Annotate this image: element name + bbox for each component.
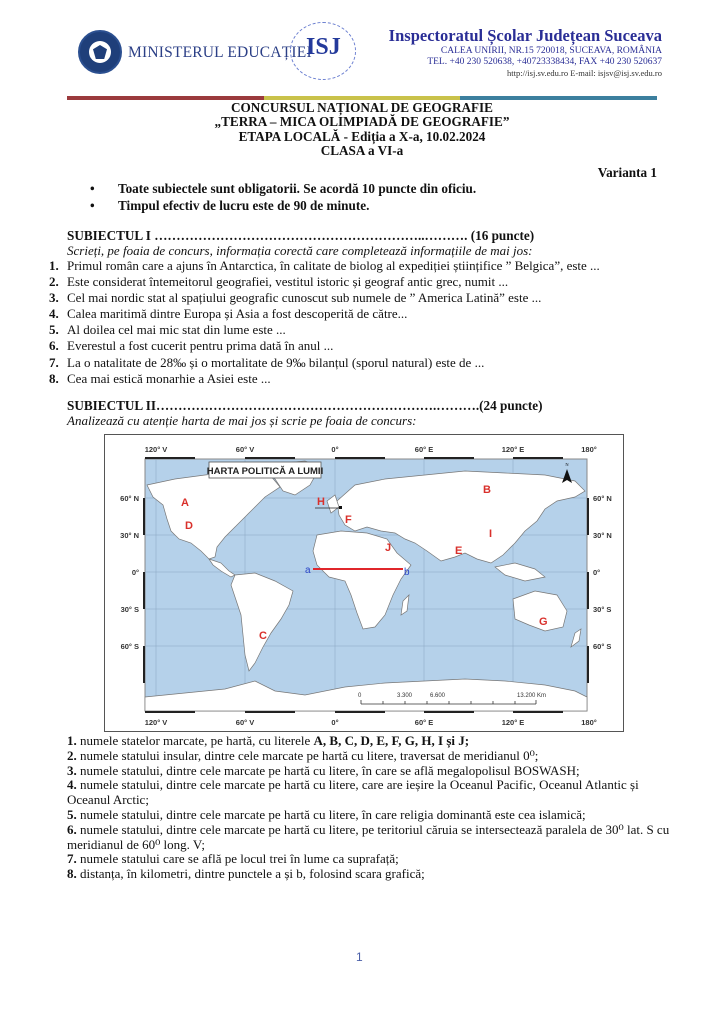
map-letter-f: F [345,514,352,526]
isj-logo-icon: ISJ [290,22,360,84]
svg-text:0°: 0° [131,568,139,577]
title-line-2: „TERRA – MICA OLIMPIADĂ DE GEOGRAFIE” [214,114,510,130]
page-number: 1 [356,950,363,964]
svg-text:180°: 180° [581,718,597,727]
question-item: 3. Cel mai nordic stat al spațiului geografic cunoscut sub numele de ” America Latină” este ... [49,290,542,306]
question-item: 3. numele statului, dintre cele marcate pe hartă cu litere, în care se află megalopolisul BOSWASH; [67,762,580,778]
rule-item: • Timpul efectiv de lucru este de 90 de minute. [90,198,370,213]
point-a: a [305,565,311,576]
question-item: 7. La o natalitate de 28‰ și o mortalitate de 9‰ bilanțul (sporul natural) este de ... [49,354,485,370]
question-item: 6. Everestul a fost cucerit pentru prima dată în anul ... [49,338,334,354]
question-item: 8. Cea mai estică monarhie a Asiei este ... [49,370,271,386]
rule-item: • Toate subiectele sunt obligatorii. Se acordă 10 puncte din oficiu. [90,181,477,196]
subject-2-heading: SUBIECTUL II……………………………………………………….……….(24 puncte) [67,398,543,413]
map-title: HARTA POLITICĂ A LUMII [206,466,324,477]
map-letter-h: H [317,496,325,508]
svg-text:3.300: 3.300 [397,693,413,699]
subject-2-instruction: Analizează cu atenție harta de mai jos și scrie pe foaia de concurs: [67,413,417,428]
svg-text:0°: 0° [331,718,339,727]
subject-1-heading: SUBIECTUL I ……………………………………………………..………. (16 puncte) [67,228,535,243]
svg-text:30° N: 30° N [120,531,139,540]
contest-title [0,101,724,158]
rules-list [90,180,476,214]
subject-1-items [49,258,689,387]
svg-text:60° S: 60° S [120,642,139,651]
ministry-name: MINISTERUL EDUCAȚIEI [128,44,312,61]
map-letter-b: B [483,484,491,496]
question-item: 2. numele statului insular, dintre cele marcate pe hartă cu litere, traversat de meridianul 0⁰; [67,747,539,763]
variant-label: Varianta 1 [597,165,657,180]
svg-text:30° S: 30° S [120,605,139,614]
question-item: 6. numele statului, dintre cele marcate pe hartă cu litere, pe teritoriul căruia se intersectează paralela de 30⁰ lat. S cu meridianul de 60⁰ long. V; [67,821,670,852]
map-letter-d: D [185,520,193,532]
svg-text:60° S: 60° S [593,642,612,651]
map-letter-i: I [489,528,493,540]
question-item: 5. numele statului, dintre cele marcate pe hartă cu litere, în care religia dominantă este cea islamică; [67,806,586,822]
title-line-1: CONCURSUL NAȚIONAL DE GEOGRAFIE [231,100,493,115]
svg-text:180°: 180° [581,445,597,454]
svg-text:60° N: 60° N [120,494,139,503]
government-seal-icon [78,30,122,74]
svg-text:60° V: 60° V [235,445,255,454]
map-letter-e: E [455,545,463,557]
world-political-map [104,434,624,732]
question-item: 5. Al doilea cel mai mic stat din lume este ... [49,322,286,338]
question-item: 2. Este considerat întemeitorul geografiei, vestitul istoric și geograf antic grec, numit ... [49,274,509,290]
question-item: 4. numele statului, dintre cele marcate pe hartă cu litere, care are ieșire la Oceanul Pacific, Oceanul Atlantic și Oceanul Arctic; [67,777,639,808]
isj-phone: TEL. +40 230 520638, +40723338434, FAX +40 230 520637 [427,57,662,67]
svg-text:60° V: 60° V [235,718,255,727]
svg-text:N: N [565,462,569,467]
ministry-header [78,30,312,86]
title-line-4: CLASA a VI-a [320,142,404,158]
svg-text:60° E: 60° E [414,445,434,454]
svg-text:0: 0 [358,693,362,699]
map-letter-j: J [385,542,392,554]
question-item: 1. Primul român care a ajuns în Antarctica, în calitate de biolog al expediției științifice ” Belgica”, este ... [49,258,600,273]
isj-title: Inspectoratul Școlar Județean Suceava [388,26,662,45]
svg-text:6.600: 6.600 [430,693,446,699]
svg-text:0°: 0° [593,568,601,577]
question-item: 4. Calea maritimă dintre Europa și Asia a fost descoperită de către... [49,306,408,322]
map-letter-g: G [539,616,548,628]
title-line-3: ETAPA LOCALĂ - Ediția a X-a, 10.02.2024 [238,128,486,144]
svg-text:120° V: 120° V [144,718,168,727]
isj-web: http://isj.sv.edu.ro E-mail: isjsv@isj.sv.edu.ro [507,68,662,78]
svg-text:30° N: 30° N [593,531,612,540]
svg-text:0°: 0° [331,445,339,454]
subject-1-instruction: Scrieți, pe foaia de concurs, informația corectă care completează informațiile de mai jos: [67,243,533,258]
svg-text:60° E: 60° E [414,718,434,727]
svg-text:60° N: 60° N [593,494,612,503]
map-letter-a: A [181,497,189,509]
svg-text:120° V: 120° V [144,445,168,454]
map-letter-c: C [259,630,267,642]
svg-text:13.200 Km: 13.200 Km [517,693,547,699]
svg-text:120° E: 120° E [501,445,525,454]
question-item: 1. numele statelor marcate, pe hartă, cu literele A, B, C, D, E, F, G, H, I și J; [67,733,470,748]
isj-address: CALEA UNIRII, NR.15 720018, SUCEAVA, ROMÂNIA [440,46,662,56]
isj-contact-block [362,26,662,79]
question-item: 7. numele statului care se află pe locul trei în lume ca suprafață; [67,851,399,867]
svg-text:30° S: 30° S [593,605,612,614]
question-item: 8. distanța, în kilometri, dintre punctele a și b, folosind scara grafică; [67,866,425,882]
subject-2-items [67,734,677,882]
point-b: b [404,567,410,578]
svg-text:120° E: 120° E [501,718,525,727]
